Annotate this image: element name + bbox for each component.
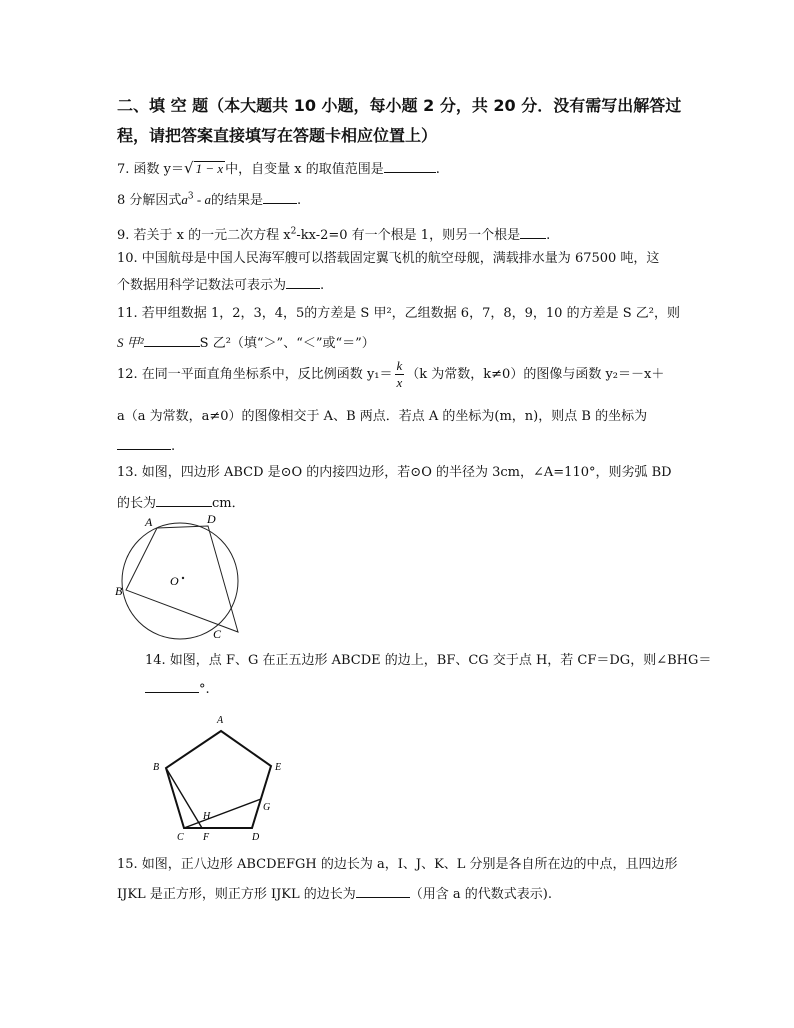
label-b: B — [115, 584, 123, 598]
q15-answer-blank[interactable] — [356, 885, 410, 898]
q11-answer-blank[interactable] — [144, 334, 200, 347]
q7-text: 中，自变量 x 的取值范围是 — [225, 162, 384, 177]
q12-fraction-num: k — [396, 358, 403, 373]
segment-bf — [166, 768, 202, 828]
q13-unit: cm． — [212, 496, 245, 511]
question-8 — [117, 191, 301, 207]
q7-answer-blank[interactable] — [384, 160, 436, 173]
q9-end: . — [546, 228, 551, 243]
q13-prefix: 的长为 — [117, 496, 157, 511]
question-10-line2 — [117, 276, 324, 292]
section-title-line2: 程，请把答案直接填写在答题卡相应位置上） — [117, 126, 438, 145]
q8-text: 的结果是 — [210, 193, 263, 208]
question-14-line2 — [145, 680, 210, 696]
q10-end: . — [320, 278, 325, 293]
label-o: O — [170, 574, 179, 588]
q12-fraction-den: x — [396, 375, 403, 390]
q15-prefix: IJKL 是正方形，则正方形 IJKL 的边长为 — [117, 887, 356, 902]
segment-bc-inner — [166, 768, 184, 828]
q12-answer-blank[interactable] — [117, 437, 171, 450]
label-d: D — [252, 832, 260, 843]
question-9 — [117, 226, 550, 242]
q12-fraction — [395, 358, 405, 391]
circle-o — [122, 523, 238, 639]
question-15-line1: 15. 如图，正八边形 ABCDEFGH 的边长为 a，I、J、K、L 分别是各自所在边的中点，且四边形 — [117, 857, 678, 872]
label-f: F — [203, 832, 210, 843]
label-g: G — [263, 802, 271, 813]
q9-prefix: 9. 若关于 x 的一元二次方程 x — [117, 228, 291, 243]
q14-answer-blank[interactable] — [145, 680, 199, 693]
label-e: E — [275, 762, 282, 773]
question-11-line2 — [117, 334, 375, 350]
figure-pentagon — [148, 710, 298, 845]
q8-prefix: 8 分解因式 — [117, 193, 182, 208]
q12-text: （k 为常数，k≠0）的图像与函数 y₂＝－x＋ — [406, 367, 665, 382]
label-h: H — [203, 811, 211, 822]
q8-expr-rest: - a — [193, 192, 211, 207]
question-7: 7. 函数 y＝√ 1 − x 中，自变量 x 的取值范围是 . — [117, 159, 440, 177]
question-14-line1: 14. 如图，点 F、G 在正五边形 ABCDE 的边上，BF、CG 交于点 H，若 CF＝DG，则∠BHG＝ — [145, 653, 712, 668]
quadrilateral-abcd — [126, 526, 238, 632]
section-title-line1: 二、填 空 题（本大题共 10 小题，每小题 2 分，共 20 分．没有需写出解答过 — [117, 96, 682, 115]
label-b: B — [153, 762, 160, 773]
segment-cg — [184, 799, 261, 828]
q14-end: °. — [199, 682, 210, 697]
label-d: D — [207, 512, 216, 526]
q12-prefix: 12. 在同一平面直角坐标系中，反比例函数 y₁＝ — [117, 367, 393, 382]
question-10-line1: 10. 中国航母是中国人民海军艘可以搭载固定翼飞机的航空母舰，满载排水量为 67500 吨，这 — [117, 251, 660, 266]
q9-text: -kx-2=0 有一个根是 1，则另一个根是 — [296, 228, 521, 243]
q7-prefix: 7. 函数 y＝ — [117, 162, 185, 177]
label-a: A — [145, 515, 153, 529]
q8-expr-a: a — [181, 192, 188, 207]
q9-sup: 2 — [290, 226, 297, 237]
q10-text: 个数据用科学记数法可表示为 — [117, 278, 287, 293]
q15-text: （用含 a 的代数式表示). — [409, 887, 553, 902]
label-a: A — [217, 715, 224, 726]
q8-end: . — [297, 193, 302, 208]
q13-answer-blank[interactable] — [156, 494, 212, 507]
q11-s-jia: S 甲² — [117, 335, 144, 350]
center-point-o — [182, 577, 184, 579]
question-11-line1: 11. 若甲组数据 1，2，3，4，5的方差是 S 甲²，乙组数据 6，7，8，9，10 的方差是 S 乙²，则 — [117, 306, 680, 321]
label-c: C — [213, 627, 222, 641]
figure-cyclic-quadrilateral — [112, 512, 252, 642]
question-12-line3 — [117, 437, 175, 453]
q8-expr-exp: 3 — [187, 191, 194, 202]
question-12-line2: a（a 为常数，a≠0）的图像相交于 A、B 两点．若点 A 的坐标为(m，n)，则点 B 的坐标为 — [117, 409, 648, 424]
q7-end: . — [435, 162, 440, 177]
label-c: C — [177, 832, 184, 843]
q11-text: S 乙²（填“＞”、“＜”或“＝”） — [199, 336, 375, 351]
q7-radicand: 1 − x — [195, 161, 224, 176]
q12-end: . — [171, 439, 176, 454]
question-13-line2 — [117, 494, 245, 510]
question-12-line1 — [117, 358, 664, 391]
pentagon-abcde — [166, 731, 271, 828]
question-15-line2 — [117, 885, 552, 901]
q10-answer-blank[interactable] — [286, 276, 320, 289]
q9-answer-blank[interactable] — [520, 226, 546, 239]
q8-answer-blank[interactable] — [263, 191, 297, 204]
question-13-line1: 13. 如图，四边形 ABCD 是⊙O 的内接四边形，若⊙O 的半径为 3cm，∠A=110°，则劣弧 BD — [117, 465, 672, 480]
